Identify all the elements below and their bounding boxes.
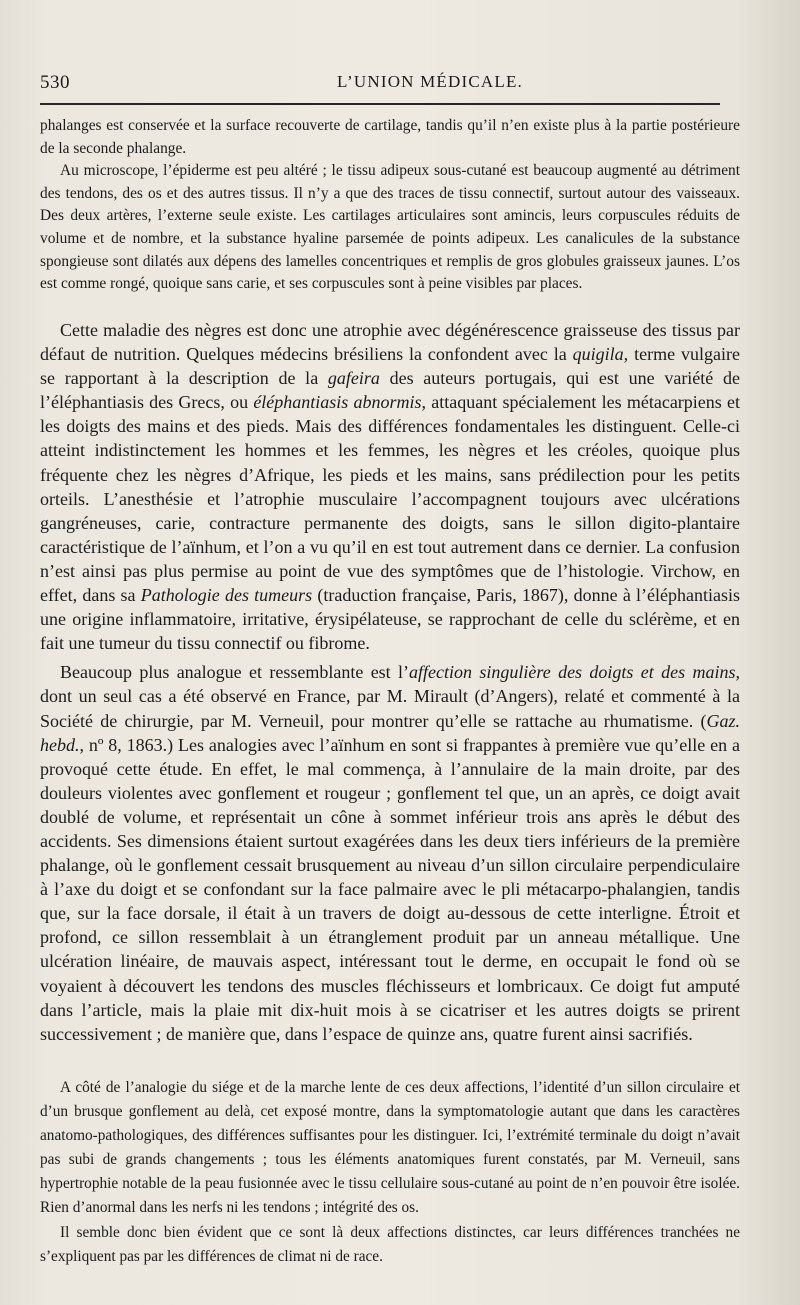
paragraph-3 <box>40 318 740 655</box>
text-run: des auteurs portugais, qui est une variété de l’éléphantiasis des Grecs, ou <box>40 368 740 413</box>
paragraph-1: phalanges est conservée et la surface recouverte de cartilage, tandis qu’il n’en existe plus à la partie postérieure de la seconde phalange. <box>40 117 740 157</box>
italic-term-elephantiasis: éléphantiasis abnormis, <box>253 392 427 413</box>
paragraph-4 <box>40 660 740 1046</box>
page-header <box>40 72 760 102</box>
paragraph-6: Il semble donc bien évident que ce sont là deux affections distinctes, car leurs différences tranchées ne s’expliquent pas par les différences de climat ni de race. <box>40 1223 740 1265</box>
text-run: Beaucoup plus analogue et ressemblante est l’ <box>60 662 410 683</box>
running-title: L’UNION MÉDICALE. <box>337 72 523 91</box>
text-run: (traduction française, Paris, 1867), donne à l’éléphantiasis une origine inflammatoire, irritative, érysipélateuse, se rapprochant de celle du sclérème, et en fait une tumeur du tissu connectif ou fibrome. <box>40 585 740 654</box>
small-text-block <box>40 115 740 296</box>
header-rule <box>40 103 720 105</box>
italic-term-quigila: quigila, <box>572 344 629 365</box>
text-run: attaquant spécialement les métacarpiens et les doigts des mains et des pieds. Mais des différences fondamentales les distinguent. Celle-ci atteint indistinctement les hommes et les femmes, les nègres et les créoles, quoique plus fréquente chez les nègres d’Afrique, les pieds et les mains, sans prédilection pour les petits orteils. L’anesthésie et l’atrophie musculaire l’accompagnent toujours avec ulcérations gangréneuses, carie, contracture permanente des doigts, sans le sillon digito-plantaire caractéristique de l’aïnhum, et l’on a vu qu’il en est tout autrement dans ce dernier. La confusion n’est ainsi pas plus permise au point de vue des symptômes que de l’histologie. Virchow, en effet, dans sa <box>40 392 740 606</box>
italic-journal-title: Gaz. hebd. <box>40 710 740 755</box>
italic-term-gafeira: gafeira <box>327 368 380 389</box>
main-text-block <box>40 318 740 1046</box>
paragraph-5: A côté de l’analogie du siége et de la marche lente de ces deux affections, l’identité d’un sillon circulaire et d’un brusque gonflement au delà, cet exposé montre, dans la symptomatologie autant que dans les caractères anatomo-pathologiques, des différences suffisantes pour les distinguer. Ici, l’extrémité terminale du doigt n’avait pas subi de grands changements ; tous les éléments anatomiques furent constatés, par M. Verneuil, sans hypertrophie notable de la peau fusionnée avec le tissu cellulaire sous-cutané au point de n’en pouvoir être isolée. Rien d’anormal dans les nerfs ni les tendons ; intégrité des os. <box>40 1079 740 1217</box>
bottom-text-block <box>40 1076 740 1269</box>
text-run: terme vulgaire se rapportant à la description de la <box>40 344 741 389</box>
text-run: Cette maladie des nègres est donc une atrophie avec dégénérescence graisseuse des tissus par défaut de nutrition. Quelques médecins brésiliens la confondent avec la <box>40 320 740 365</box>
italic-book-title: Pathologie des tumeurs <box>140 585 313 606</box>
paragraph-2: Au microscope, l’épiderme est peu altéré ; le tissu adipeux sous-cutané est beaucoup augmenté au détriment des tendons, des os et des autres tissus. Il n’y a que des traces de tissu connectif, surtout autour des vaisseaux. Des deux artères, l’externe seule existe. Les cartilages articulaires sont amincis, leurs corpuscules réduits de volume et de nombre, et la substance hyaline parsemée de points adipeux. Les canalicules de la substance spongieuse sont dilatés aux dépens des lamelles concentriques et remplis de gros globules graisseux jaunes. L’os est comme rongé, quoique sans carie, et ses corpuscules sont à peine visibles par places. <box>40 162 740 293</box>
text-run: dont un seul cas a été observé en France, par M. Mirault (d’Angers), relaté et commenté à la Société de chirurgie, par M. Verneuil, pour montrer qu’elle se rattache au rhumatisme. ( <box>40 686 740 731</box>
text-run: , nº 8, 1863.) Les analogies avec l’aïnhum en sont si frappantes à première vue qu’elle en a provoqué cette étude. En effet, le mal commença, à l’annulaire de la main droite, par des douleurs violentes avec gonflement et rougeur ; gonflement tel que, un an après, ce doigt avait doublé de volume, et représentait un cône à sommet inférieur trois ans après le début des accidents. Ses dimensions étaient surtout exagérées dans les deux tiers inférieurs de la première phalange, où le gonflement cessait brusquement au niveau d’un sillon circulaire perpendiculaire à l’axe du doigt et se confondant sur la face palmaire avec le pli métacarpo-phalangien, tandis que, sur la face dorsale, il était à un travers de doigt au-dessous de cette interligne. Étroit et profond, ce sillon ressemblait à un étranglement produit par un anneau métallique. Une ulcération linéaire, de mauvais aspect, intéressant tout le derme, en occupait le fond où se voyaient à découvert les tendons des muscles fléchisseurs et lombricaux. Ce doigt fut amputé dans l’article, mais la plaie mit dix-huit mois à se cicatriser et les autres doigts se prirent successivement ; de manière que, dans l’espace de quinze ans, quatre furent ainsi sacrifiés. <box>40 734 740 1044</box>
italic-term-affection: affection singulière des doigts et des mains, <box>409 662 740 683</box>
page-number: 530 <box>40 72 70 93</box>
